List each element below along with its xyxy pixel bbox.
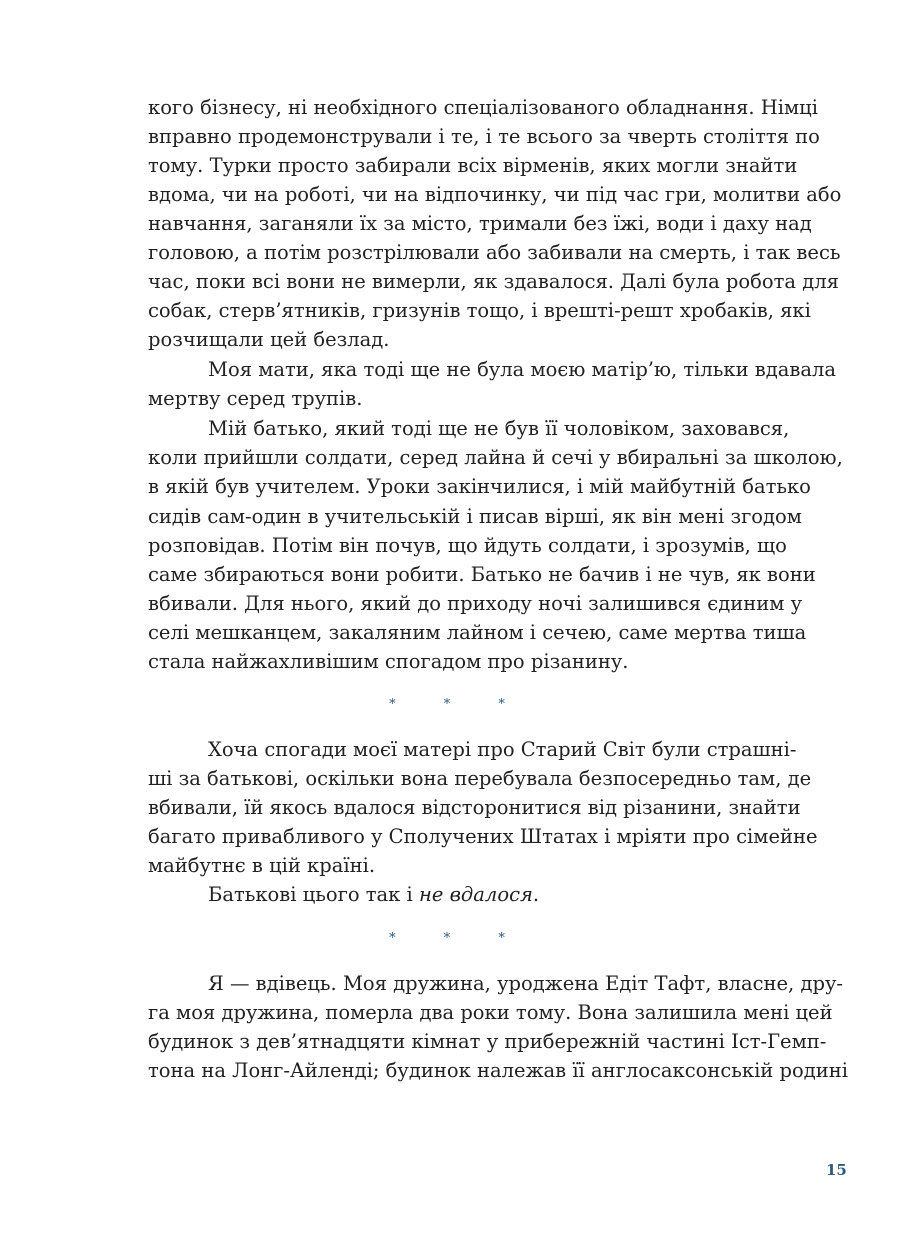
text-line: тому. Турки просто забирали всіх вірменів, яких могли знайти <box>148 154 798 177</box>
text-line: багато привабливого у Сполучених Штатах і мріяти про сімейне <box>148 825 818 848</box>
text-line: вбивали, їй якось вдалося відсторонитися від різанини, знайти <box>148 796 801 819</box>
text-line: Моя мати, яка тоді ще не була моєю матір’ю, тільки вдавала <box>208 358 837 381</box>
text-line: час, поки всі вони не вимерли, як здавалося. Далі була робота для <box>148 270 839 293</box>
text-line: стала найжахливішим спогадом про різанину. <box>148 650 629 673</box>
text-run: . <box>532 883 540 906</box>
text-line: тона на Лонг-Айленді; будинок належав її англосаксонській родині <box>148 1059 848 1082</box>
text-line: ші за батькові, оскільки вона перебувала безпосередньо там, де <box>148 767 812 790</box>
text-line <box>208 880 769 910</box>
text-line: саме збираються вони робити. Батько не бачив і не чув, як вони <box>148 563 816 586</box>
text-line: Мій батько, який тоді ще не був її чоловіком, заховався, <box>208 417 790 440</box>
text-line: собак, стерв’ятників, гризунів тощо, і врешті-решт хробаків, які <box>148 299 811 322</box>
text-line: Хоча спогади моєї матері про Старий Світ були страшні- <box>208 738 797 761</box>
text-line: сидів сам-один в учительській і писав вірші, як він мені згодом <box>148 505 802 528</box>
text-line: майбутнє в цій країні. <box>148 854 376 877</box>
emphasis-text: не вдалося <box>419 883 533 906</box>
text-line: розчищали цей безлад. <box>148 328 390 351</box>
text-run: Батькові цього так і <box>208 883 413 906</box>
text-line: розповідав. Потім він почув, що йдуть солдати, і зрозумів, що <box>148 534 787 557</box>
section-separator: * * * <box>389 931 527 946</box>
text-line: вбивали. Для нього, який до приходу ночі залишився єдиним у <box>148 592 803 615</box>
text-line: кого бізнесу, ні необхідного спеціалізованого обладнання. Німці <box>148 96 818 119</box>
text-line: вдома, чи на роботі, чи на відпочинку, чи під час гри, молитви або <box>148 183 842 206</box>
text-line: селі мешканцем, закаляним лайном і сечею, саме мертва тиша <box>148 621 807 644</box>
text-line: вправно продемонстрували і те, і те всього за чверть століття по <box>148 125 820 148</box>
text-line: головою, а потім розстрілювали або забивали на смерть, і так весь <box>148 241 841 264</box>
text-line: мертву серед трупів. <box>148 387 363 410</box>
text-line: в якій був учителем. Уроки закінчилися, і мій майбутній батько <box>148 475 811 498</box>
page-number: 15 <box>826 1161 847 1179</box>
text-line: Я — вдівець. Моя дружина, уроджена Едіт Тафт, власне, дру- <box>208 972 844 995</box>
text-line: коли прийшли солдати, серед лайна й сечі у вбиральні за школою, <box>148 446 843 469</box>
section-separator: * * * <box>389 697 527 712</box>
text-line: га моя дружина, померла два роки тому. Вона залишила мені цей <box>148 1001 833 1024</box>
text-line: будинок з дев’ятнадцяти кімнат у прибережній частині Іст-Гемп- <box>148 1030 827 1053</box>
text-line: навчання, заганяли їх за місто, тримали без їжі, води і даху над <box>148 212 812 235</box>
